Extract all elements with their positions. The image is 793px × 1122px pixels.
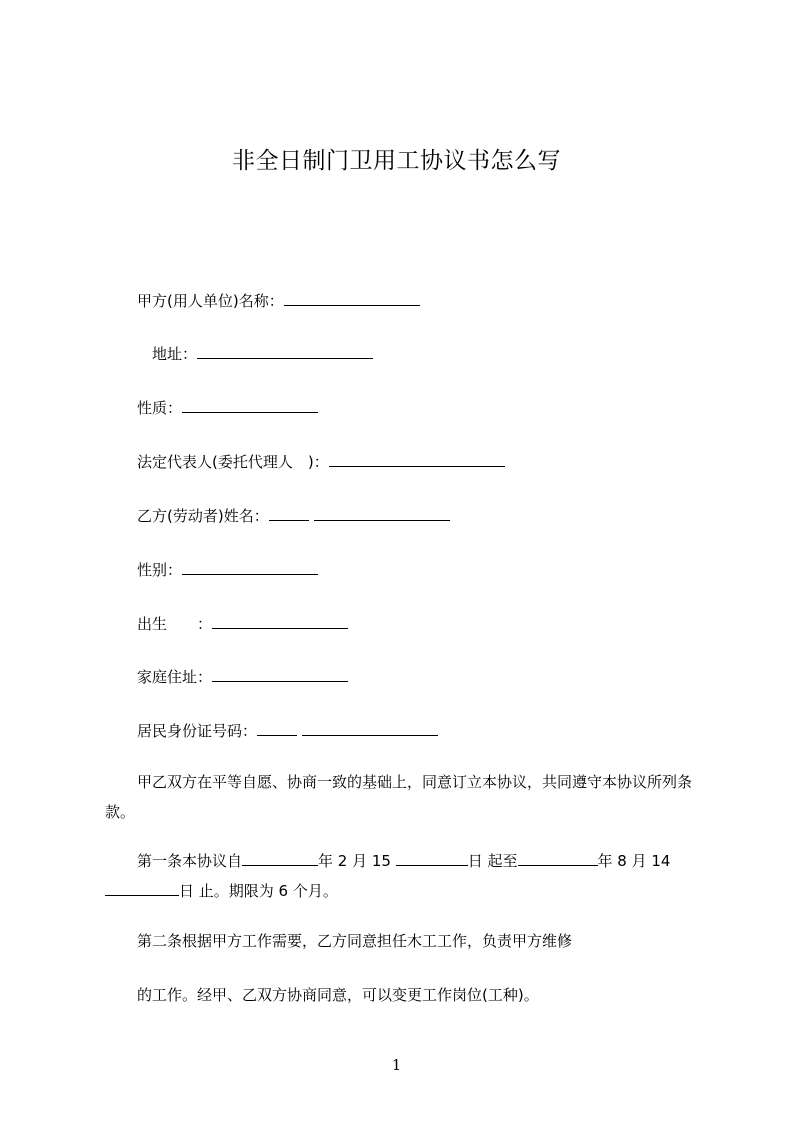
article-1-start-year-blank[interactable] <box>242 851 318 866</box>
article-1-start-day-blank[interactable] <box>396 851 468 866</box>
nature-field <box>137 398 318 418</box>
birth-field <box>137 614 348 634</box>
intro-paragraph: 甲乙双方在平等自愿、协商一致的基础上，同意订立本协议，共同遵守本协议所列条款。 <box>105 773 693 821</box>
id-number-field <box>137 721 438 741</box>
article-1-part-3: 日 起至 <box>467 852 518 870</box>
legal-rep-blank[interactable] <box>329 452 505 467</box>
home-address-field <box>137 667 348 687</box>
employer-name-field <box>137 291 420 311</box>
employer-name-blank[interactable] <box>284 291 420 306</box>
address-label: 地址： <box>152 345 198 363</box>
article-1-part-4: 年 8 月 14 <box>597 852 671 870</box>
article-1-part-2: 年 2 月 15 <box>318 852 396 870</box>
id-number-blank-1[interactable] <box>257 721 297 736</box>
gender-field <box>137 560 318 580</box>
home-address-blank[interactable] <box>212 667 348 682</box>
article-1-paragraph <box>105 846 705 906</box>
employer-name-label: 甲方(用人单位)名称： <box>137 292 284 310</box>
gender-blank[interactable] <box>182 560 318 575</box>
home-address-label: 家庭住址： <box>137 668 213 686</box>
birth-label: 出生 ： <box>137 615 213 633</box>
legal-rep-field <box>137 452 505 472</box>
article-1-end-year-blank[interactable] <box>518 851 598 866</box>
gender-label: 性别： <box>137 561 183 579</box>
id-number-blank-2[interactable] <box>302 721 438 736</box>
employee-name-blank-1[interactable] <box>269 506 309 521</box>
birth-blank[interactable] <box>212 614 348 629</box>
document-title: 非全日制门卫用工协议书怎么写 <box>232 148 561 174</box>
employee-name-blank-2[interactable] <box>314 506 450 521</box>
legal-rep-label: 法定代表人(委托代理人 )： <box>137 453 329 471</box>
nature-label: 性质： <box>137 399 183 417</box>
page-number: 1 <box>391 1056 402 1074</box>
address-field <box>152 344 373 364</box>
address-blank[interactable] <box>197 344 373 359</box>
article-2-line-1: 第二条根据甲方工作需要，乙方同意担任木工工作，负责甲方维修 <box>137 932 573 950</box>
article-1-end-day-blank[interactable] <box>105 881 179 896</box>
article-2-line-2: 的工作。经甲、乙双方协商同意，可以变更工作岗位(工种)。 <box>137 986 539 1004</box>
employee-name-label: 乙方(劳动者)姓名： <box>137 507 269 525</box>
article-1-part-5: 日 止。期限为 6 个月。 <box>179 882 338 900</box>
article-1-part-1: 第一条本协议自 <box>137 852 243 870</box>
nature-blank[interactable] <box>182 398 318 413</box>
id-number-label: 居民身份证号码： <box>137 722 258 740</box>
employee-name-field <box>137 506 450 526</box>
